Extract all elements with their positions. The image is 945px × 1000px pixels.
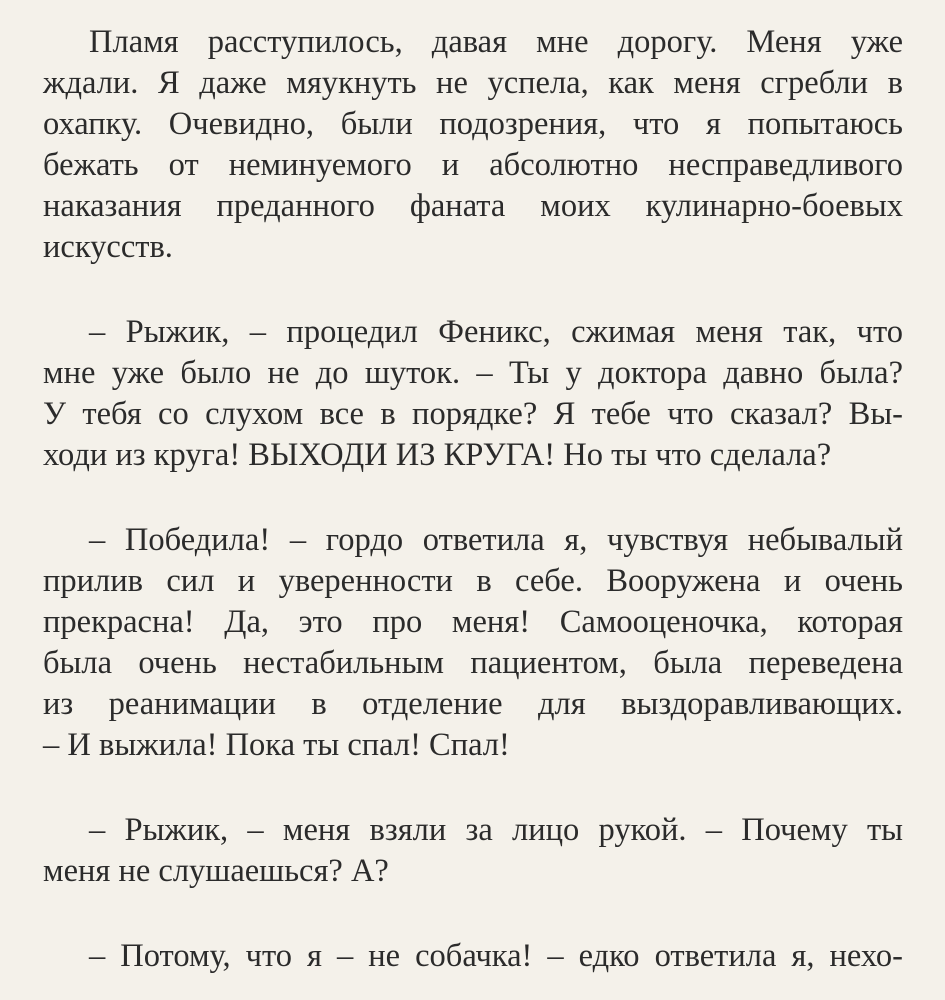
text-line: прилив сил и уверенности в себе. Вооружена и очень bbox=[43, 563, 903, 599]
text-line: – Победила! – гордо ответила я, чувствуя небывалый bbox=[89, 522, 903, 558]
text-line: Пламя расступилось, давая мне дорогу. Меня уже bbox=[89, 24, 903, 60]
paragraph-4 bbox=[43, 810, 903, 892]
text-line: – И выжила! Пока ты спал! Спал! bbox=[43, 727, 510, 763]
text-line: – Рыжик, – процедил Феникс, сжимая меня так, что bbox=[89, 314, 903, 350]
paragraph-5 bbox=[43, 936, 903, 977]
text-line: меня не слушаешься? А? bbox=[43, 853, 389, 889]
paragraph-3 bbox=[43, 520, 903, 766]
text-line: охапку. Очевидно, были подозрения, что я попытаюсь bbox=[43, 106, 903, 142]
text-line: ходи из круга! ВЫХОДИ ИЗ КРУГА! Но ты что сделала? bbox=[43, 437, 832, 473]
text-line: была очень нестабильным пациентом, была переведена bbox=[43, 645, 903, 681]
text-line: мне уже было не до шуток. – Ты у доктора давно была? bbox=[43, 355, 903, 391]
text-line: прекрасна! Да, это про меня! Самооценочка, которая bbox=[43, 604, 903, 640]
text-line: искусств. bbox=[43, 229, 173, 265]
text-line: – Потому, что я – не собачка! – едко ответила я, нехо- bbox=[89, 938, 903, 974]
text-line: наказания преданного фаната моих кулинарно-боевых bbox=[43, 188, 903, 224]
text-line: ждали. Я даже мяукнуть не успела, как меня сгребли в bbox=[43, 65, 903, 101]
text-line: из реанимации в отделение для выздоравливающих. bbox=[43, 686, 903, 722]
paragraph-2 bbox=[43, 312, 903, 476]
text-line: У тебя со слухом все в порядке? Я тебе что сказал? Вы- bbox=[43, 396, 903, 432]
paragraph-1 bbox=[43, 22, 903, 268]
text-line: бежать от неминуемого и абсолютно несправедливого bbox=[43, 147, 903, 183]
text-line: – Рыжик, – меня взяли за лицо рукой. – Почему ты bbox=[89, 812, 903, 848]
